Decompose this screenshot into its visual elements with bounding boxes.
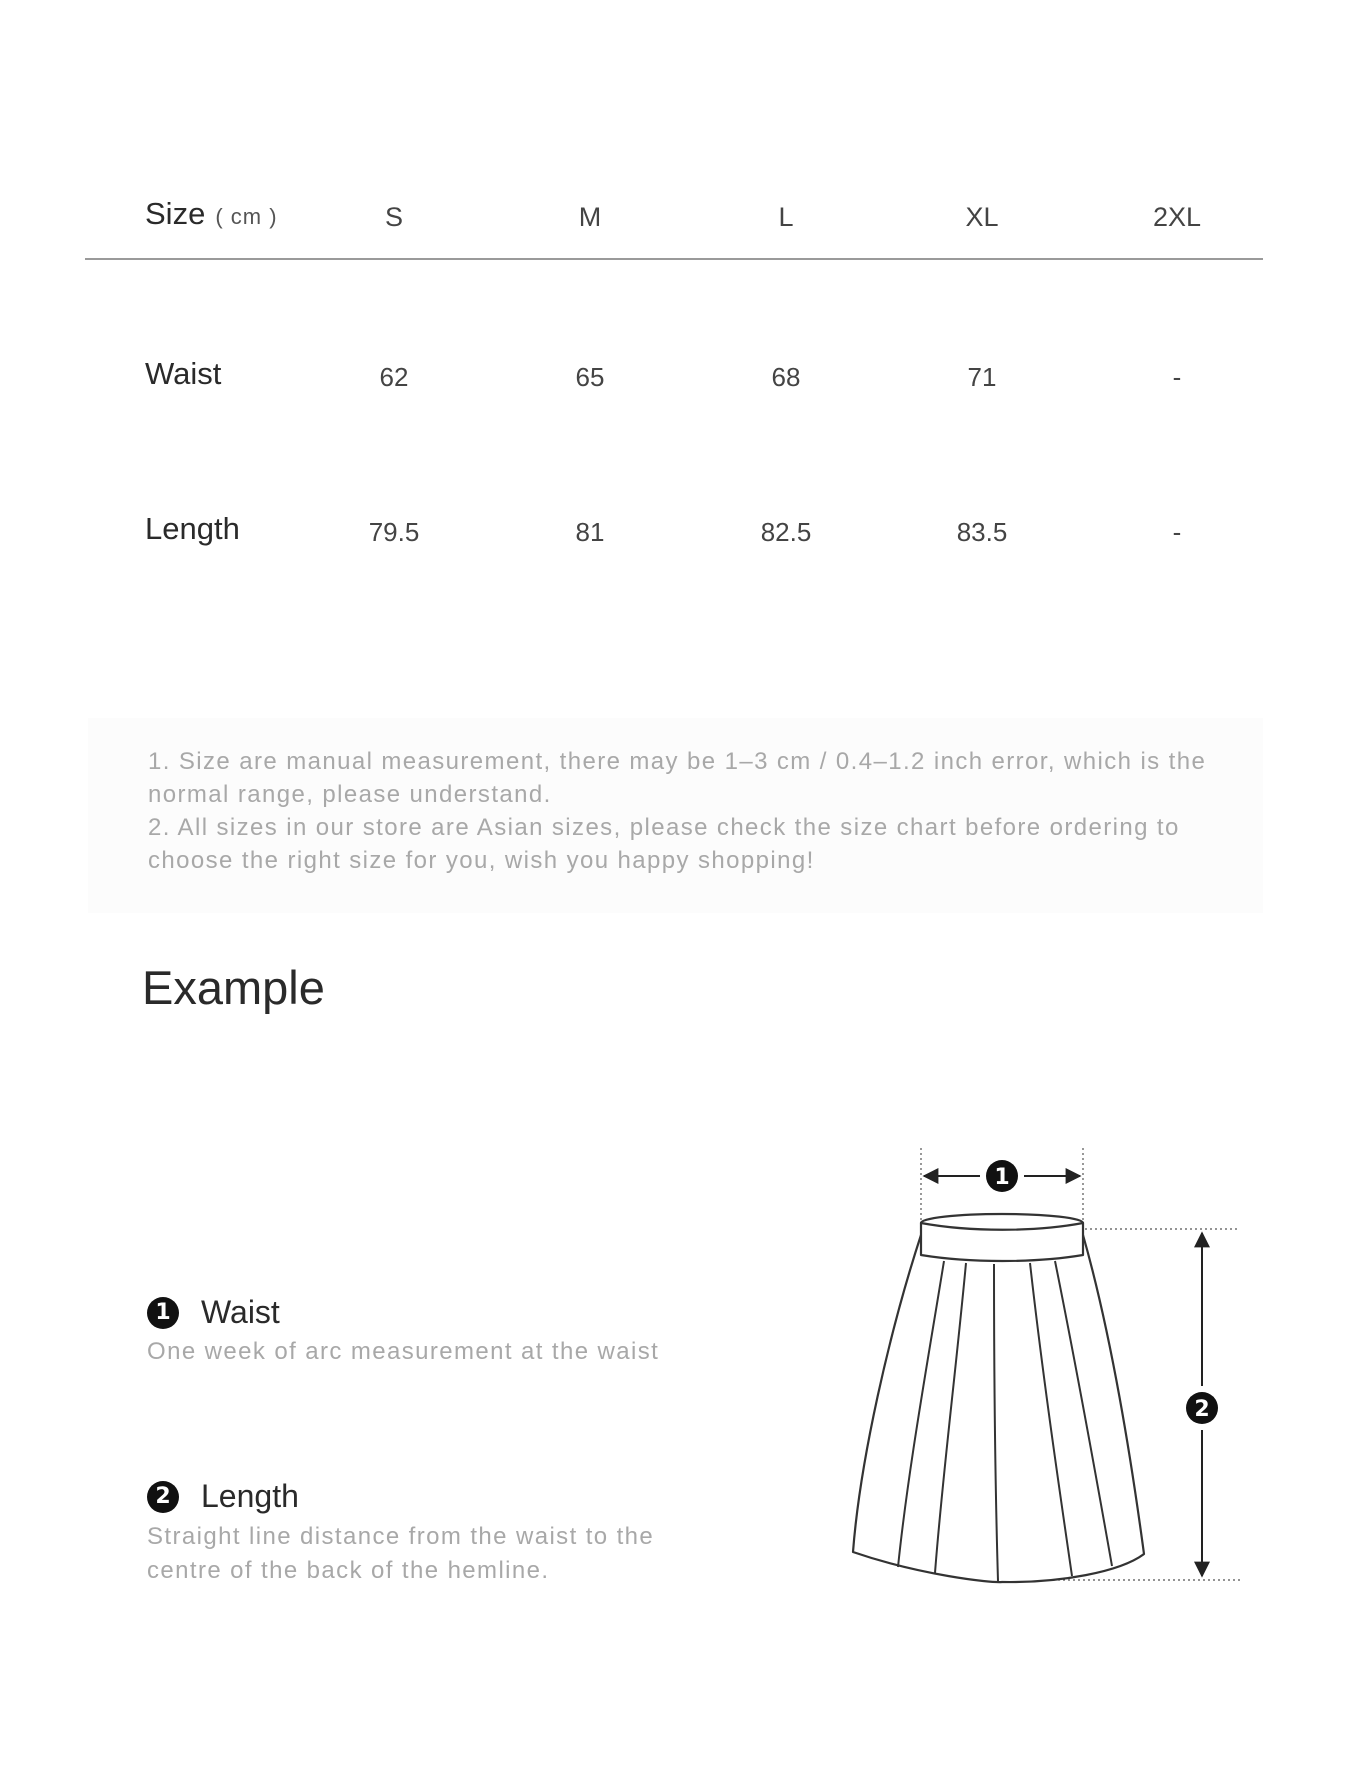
example-item-title: Length — [201, 1478, 299, 1514]
size-col-s: S — [384, 202, 403, 232]
size-unit: ( cm ) — [215, 204, 278, 229]
size-header-label: Size — [145, 196, 206, 231]
size-header — [145, 196, 278, 232]
note-2: 2. All sizes in our store are Asian sizes, please check the size chart before ordering to choose the right size for you, wish you happy shopping! — [148, 814, 1180, 874]
table-cell: 68 — [771, 362, 801, 392]
example-item-description: Straight line distance from the waist to the centre of the back of the hemline. — [147, 1523, 655, 1584]
row-label-length: Length — [145, 511, 240, 546]
example-item-title: Waist — [201, 1294, 280, 1330]
table-cell: 62 — [379, 362, 409, 392]
example-item-waist — [147, 1294, 280, 1331]
example-item-length — [147, 1478, 299, 1515]
number-2-icon: 2 — [147, 1481, 179, 1513]
table-cell: - — [1172, 517, 1182, 547]
notes-box — [88, 718, 1263, 913]
size-col-m: M — [578, 202, 602, 232]
example-item-description: One week of arc measurement at the waist — [147, 1338, 660, 1365]
table-cell: 71 — [967, 362, 997, 392]
size-col-l: L — [778, 202, 794, 232]
table-cell: 82.5 — [760, 517, 812, 547]
size-col-xl: XL — [965, 202, 999, 232]
size-col-2xl: 2XL — [1152, 202, 1202, 232]
waist-marker: 1 — [994, 1165, 1010, 1190]
table-cell: - — [1172, 362, 1182, 392]
table-divider — [85, 258, 1263, 260]
note-1: 1. Size are manual measurement, there may be 1–3 cm / 0.4–1.2 inch error, which is the normal range, please understand. — [148, 748, 1207, 808]
example-title: Example — [142, 961, 325, 1014]
length-marker: 2 — [1194, 1397, 1210, 1422]
table-cell: 65 — [575, 362, 605, 392]
table-cell: 83.5 — [956, 517, 1008, 547]
table-cell: 81 — [575, 517, 605, 547]
row-label-waist: Waist — [145, 356, 222, 391]
skirt-outline — [853, 1214, 1144, 1582]
table-cell: 79.5 — [368, 517, 420, 547]
skirt-diagram — [840, 1130, 1260, 1600]
number-1-icon: 1 — [147, 1297, 179, 1329]
